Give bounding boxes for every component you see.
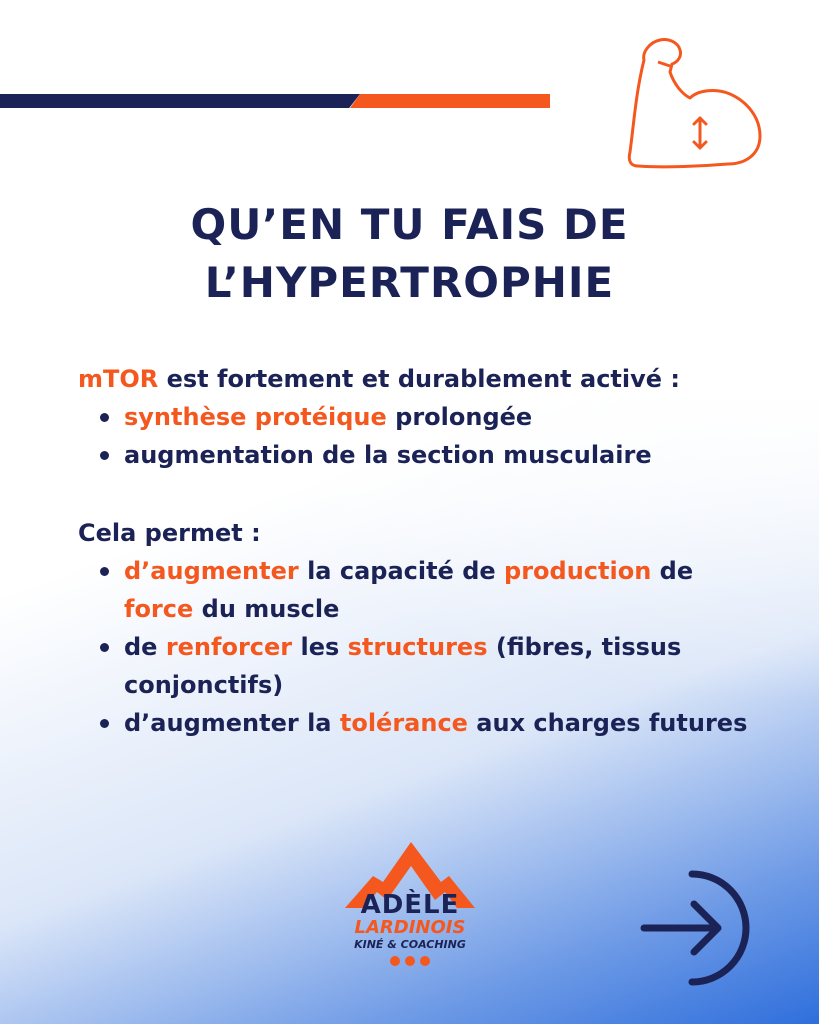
sport-icon (390, 956, 400, 966)
highlight-text: force (124, 595, 194, 623)
highlight-text: mTOR (78, 365, 159, 393)
list-item (124, 398, 768, 436)
list-item (124, 628, 768, 704)
page-title (0, 196, 819, 312)
bicep-icon (624, 32, 770, 172)
item-text: prolongée (386, 403, 533, 431)
decor-bar-navy (0, 94, 360, 108)
highlight-text: tolérance (339, 709, 468, 737)
highlight-text: d’augmenter (124, 557, 299, 585)
item-text: les (292, 633, 348, 661)
list-item: augmentation de la section musculaire (124, 436, 768, 474)
item-text: de (124, 633, 166, 661)
highlight-text: renforcer (165, 633, 293, 661)
item-text: la capacité de (298, 557, 505, 585)
logo-subtitle: KINÉ & COACHING (354, 938, 466, 951)
section1-list (78, 398, 768, 474)
highlight-text: structures (347, 633, 488, 661)
title-line-1: QU’EN TU FAIS DE (190, 200, 629, 249)
logo-name-last: LARDINOIS (354, 917, 466, 938)
item-text: de (651, 557, 694, 585)
intro-text: est fortement et durablement activé : (158, 365, 681, 393)
brand-logo (340, 842, 480, 992)
arrow-right-circle-icon[interactable] (640, 868, 752, 988)
item-text: d’augmenter la (124, 709, 340, 737)
item-text: aux charges futures (467, 709, 748, 737)
section1-intro (78, 360, 768, 398)
main-content (78, 360, 768, 742)
logo-dots (340, 956, 480, 966)
list-item (124, 704, 768, 742)
highlight-text: production (504, 557, 652, 585)
sport-icon (405, 956, 415, 966)
section2-intro: Cela permet : (78, 519, 261, 547)
title-line-2: L’HYPERTROPHIE (204, 258, 615, 307)
sport-icon (420, 956, 430, 966)
logo-name-first: ADÈLE (360, 890, 460, 920)
highlight-text: synthèse protéique (124, 403, 387, 431)
list-item (124, 552, 768, 628)
decor-bar-orange (350, 94, 550, 108)
item-text: (fibres, tissus conjonctifs) (124, 633, 682, 699)
item-text: du muscle (193, 595, 340, 623)
section2-list (78, 552, 768, 742)
